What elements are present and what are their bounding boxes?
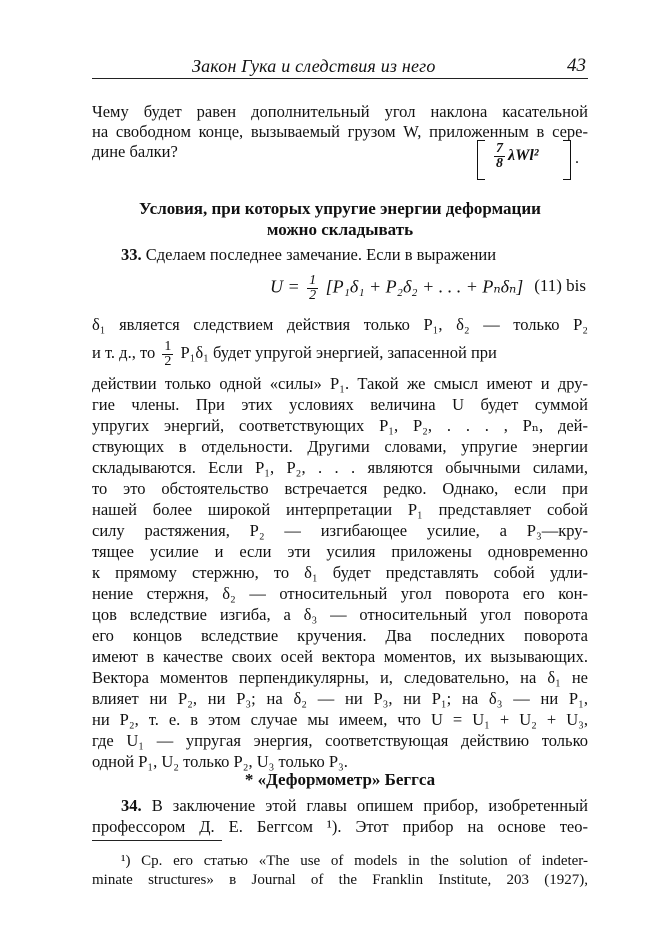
para33-line-2a: и т. д., то: [92, 343, 156, 362]
page-number: 43: [567, 55, 586, 76]
footnote-line-2: minate structures» в Journal of the Franklin Institute, 203 (1927),: [92, 872, 588, 888]
footnote-rule: [92, 840, 222, 841]
para33-body-line-19: одной P₁, U₂ только P₂, U₃ только P₃.: [92, 752, 348, 771]
para33-body-line-6: то это обстоятельство встречается редко. Однако, если при: [92, 479, 588, 498]
para33-body-line-14: имеют в качестве своих осей вектора моментов, их вызывающих.: [92, 647, 588, 666]
answer-left-bracket: [477, 140, 485, 180]
equation-rhs: [P₁δ₁ + P₂δ₂ + . . . + Pₙδₙ]: [325, 276, 524, 297]
para33-body-line-4: ствующих в отдельности. Другими словами, упругие энергии: [92, 437, 588, 456]
equation-numerator: 1: [309, 273, 317, 288]
para33-body-line-7: нашей более широкой интерпретации P₁ представляет собой: [92, 500, 588, 519]
page-header: [92, 54, 588, 78]
para34-number: 34.: [121, 796, 142, 815]
header-rule: [92, 78, 588, 79]
equation-expression: [270, 274, 523, 303]
para33-body-line-13: его концов вследствие кручения. Два последних поворота: [92, 626, 588, 645]
answer-denominator: 8: [496, 156, 503, 171]
para33-line-2b: P₁δ₁ будет упругой энергией, запасенной при: [180, 343, 497, 362]
answer-numerator: 7: [496, 141, 503, 156]
section-heading-line-2: можно складывать: [266, 220, 414, 239]
question-answer: [477, 140, 587, 180]
equation-denominator: 2: [309, 288, 317, 303]
para33-body-line-15: Вектора моментов перпендикулярны, и, следовательно, на δ₁ не: [92, 668, 588, 687]
para33-body-line-18: где U₁ — упругая энергия, соответствующая действию только: [92, 731, 588, 750]
para33-body-line-9: тящее усилие и если эти усилия приложены одновременно: [92, 542, 588, 561]
running-title: Закон Гука и следствия из него: [192, 56, 436, 76]
para33-intro-text: Сделаем последнее замечание. Если в выражении: [145, 245, 497, 264]
para33-fraction-denominator: 2: [164, 353, 172, 369]
answer-period: .: [575, 150, 579, 167]
question-line-3: дине балки?: [92, 142, 178, 161]
para33-body-line-8: силу растяжения, P₂ — изгибающее усилие, а P₃—кру-: [92, 521, 588, 540]
para33-body-line-16: влияет ни P₂, ни P₃; на δ₂ — ни P₃, ни P₁; на δ₃ — ни P₁,: [92, 689, 588, 708]
equation-tag: (11) bis: [534, 276, 586, 295]
section2-heading: * «Деформометр» Беггса: [244, 770, 436, 789]
answer-fraction: [494, 142, 505, 171]
para34-line-2: профессором Д. Е. Беггсом ¹). Этот прибор на основе тео-: [92, 817, 588, 836]
para33-body-line-5: складываются. Если P₁, P₂, . . . являются обычными силами,: [92, 458, 588, 477]
para34-line-1: [121, 795, 588, 816]
answer-right-bracket: [563, 140, 571, 180]
para33-body-line-2: гие члены. При этих условиях величина U будет суммой: [92, 395, 588, 414]
para33-body-line-12: цов вследствие изгиба, а δ₃ — относительный угол поворота: [92, 605, 588, 624]
para33-line-2-fraction: [162, 340, 173, 369]
question-line-1: Чему будет равен дополнительный угол наклона касательной: [92, 102, 588, 121]
para33-number: 33.: [121, 245, 142, 264]
equation-11-bis: [92, 270, 588, 304]
para33-body-line-3: упругих энергий, соответствующих P₁, P₂, . . . , Pₙ, дей-: [92, 416, 588, 435]
footnote-line-1: ¹) Ср. его статью «The use of models in the solution of indeter-: [121, 853, 588, 869]
para34-line-1-text: В заключение этой главы опишем прибор, изобретенный: [151, 796, 589, 815]
question-line-2: на свободном конце, вызываемый грузом W, приложенным в сере-: [92, 122, 588, 141]
section-heading-line-1: Условия, при которых упругие энергии деформации: [139, 199, 541, 218]
answer-term: λWl²: [508, 147, 539, 165]
para33-body-line-11: нение стержня, δ₂ — относительный угол поворота его кон-: [92, 584, 588, 603]
answer-expression: [491, 142, 539, 171]
para33-body-line-1: действии только одной «силы» P₁. Такой же смысл имеют и дру-: [92, 374, 588, 393]
para33-intro: [121, 244, 588, 265]
para33-line-2: [92, 334, 588, 372]
equation-fraction: [307, 274, 318, 303]
equation-lhs: U =: [270, 276, 300, 297]
para33-line-1: δ₁ является следствием действия только P₁, δ₂ — только P₂: [92, 315, 588, 334]
para33-fraction-numerator: 1: [164, 338, 172, 354]
para33-body-line-17: ни P₂, т. е. в этом случае мы имеем, что U = U₁ + U₂ + U₃,: [92, 710, 588, 729]
para33-body-line-10: к прямому стержню, то δ₁ будет представлять собой удли-: [92, 563, 588, 582]
